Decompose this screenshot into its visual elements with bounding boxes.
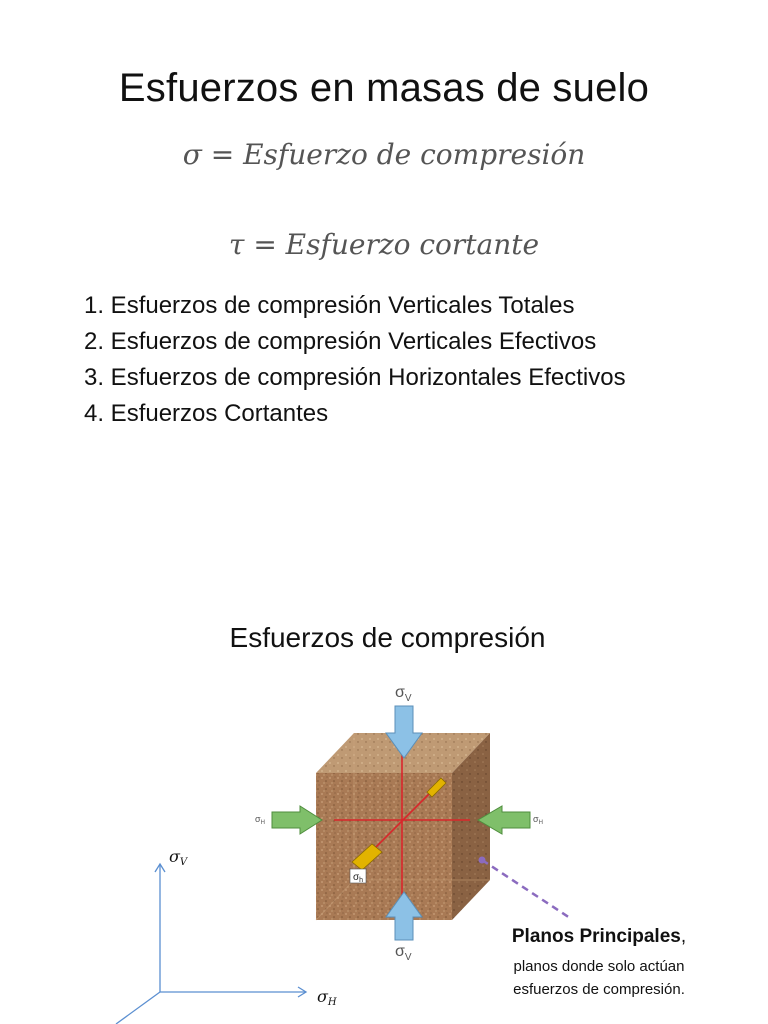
list-item: 3. Esfuerzos de compresión Horizontales Efectivos [84,364,626,391]
list-item: 2. Esfuerzos de compresión Verticales Efectivos [84,328,597,355]
formula-shear: τ = Esfuerzo cortante [228,228,540,261]
sigma-h-left-arrow [272,806,322,834]
planos-pointer-line [482,860,570,918]
planos-principales-description [470,955,728,1001]
planos-principales-bold: Planos Principales [511,926,681,947]
planos-principales-comma: , [680,926,687,947]
page-title: Esfuerzos en masas de suelo [118,66,650,110]
list-item: 1. Esfuerzos de compresión Verticales Totales [84,292,575,319]
sigma-h-left-label: $\sigma_H$ [255,814,265,826]
sigma-h-axis-label: σH [317,987,337,1008]
planos-desc-line-1: planos donde solo actúan [513,958,685,975]
sigma-v-bottom-label: $\sigma_V$ [395,943,412,963]
coordinate-axes [116,864,306,1024]
planos-principales-title [470,926,728,948]
section-subtitle: Esfuerzos de compresión [229,622,546,653]
sigma-v-top-label: $\sigma_V$ [395,684,412,704]
formula-compression: σ = Esfuerzo de compresión [182,138,586,171]
sigma-h-right-label: $\sigma_H$ [533,814,543,826]
sigma-small-label: $\sigma_h$ [353,872,364,884]
planos-desc-line-2: esfuerzos de compresión. [513,981,685,998]
list-item: 4. Esfuerzos Cortantes [84,400,329,427]
sigma-v-axis-label: σV [169,847,188,868]
